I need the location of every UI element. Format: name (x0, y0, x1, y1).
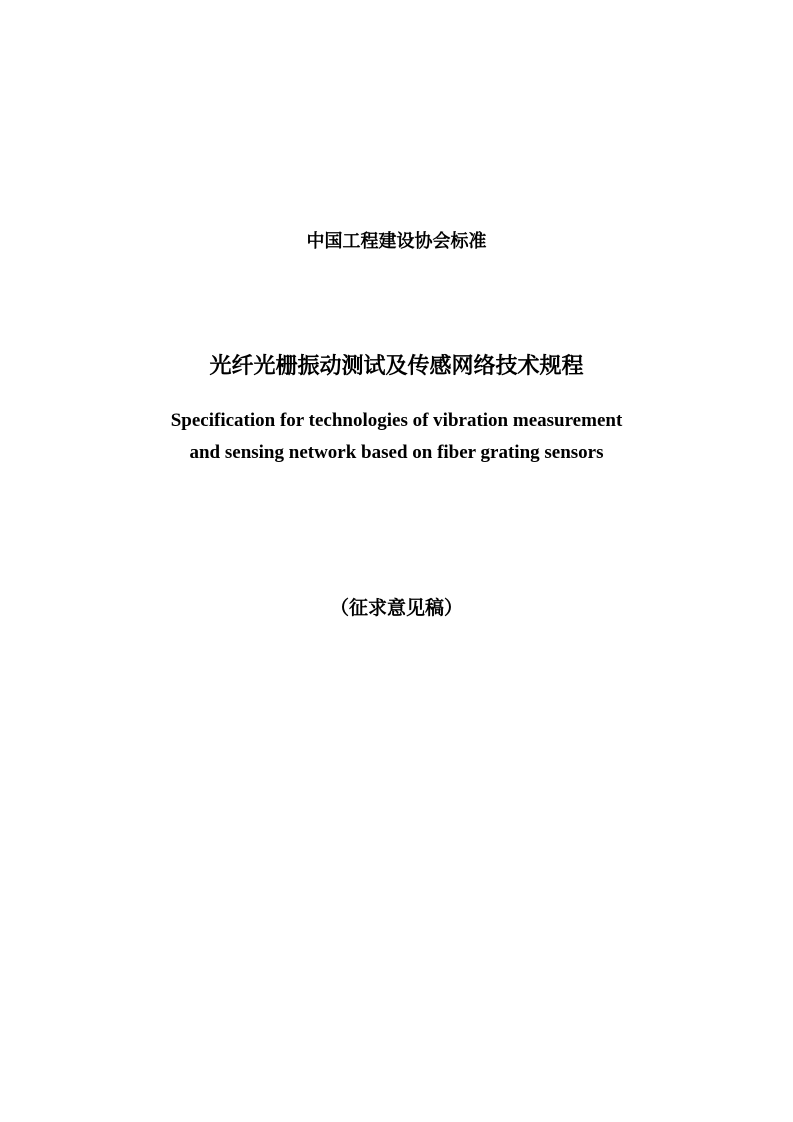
issuer-heading: 中国工程建设协会标准 (306, 231, 487, 252)
english-title-line-2: and sensing network based on fiber grating sensors (189, 442, 604, 463)
document-title-chinese: 光纤光栅振动测试及传感网络技术规程 (209, 354, 584, 379)
english-title-line-1: Specification for technologies of vibration measurement (170, 410, 623, 431)
draft-status: （征求意见稿） (329, 597, 463, 619)
document-title-english (0, 405, 793, 469)
